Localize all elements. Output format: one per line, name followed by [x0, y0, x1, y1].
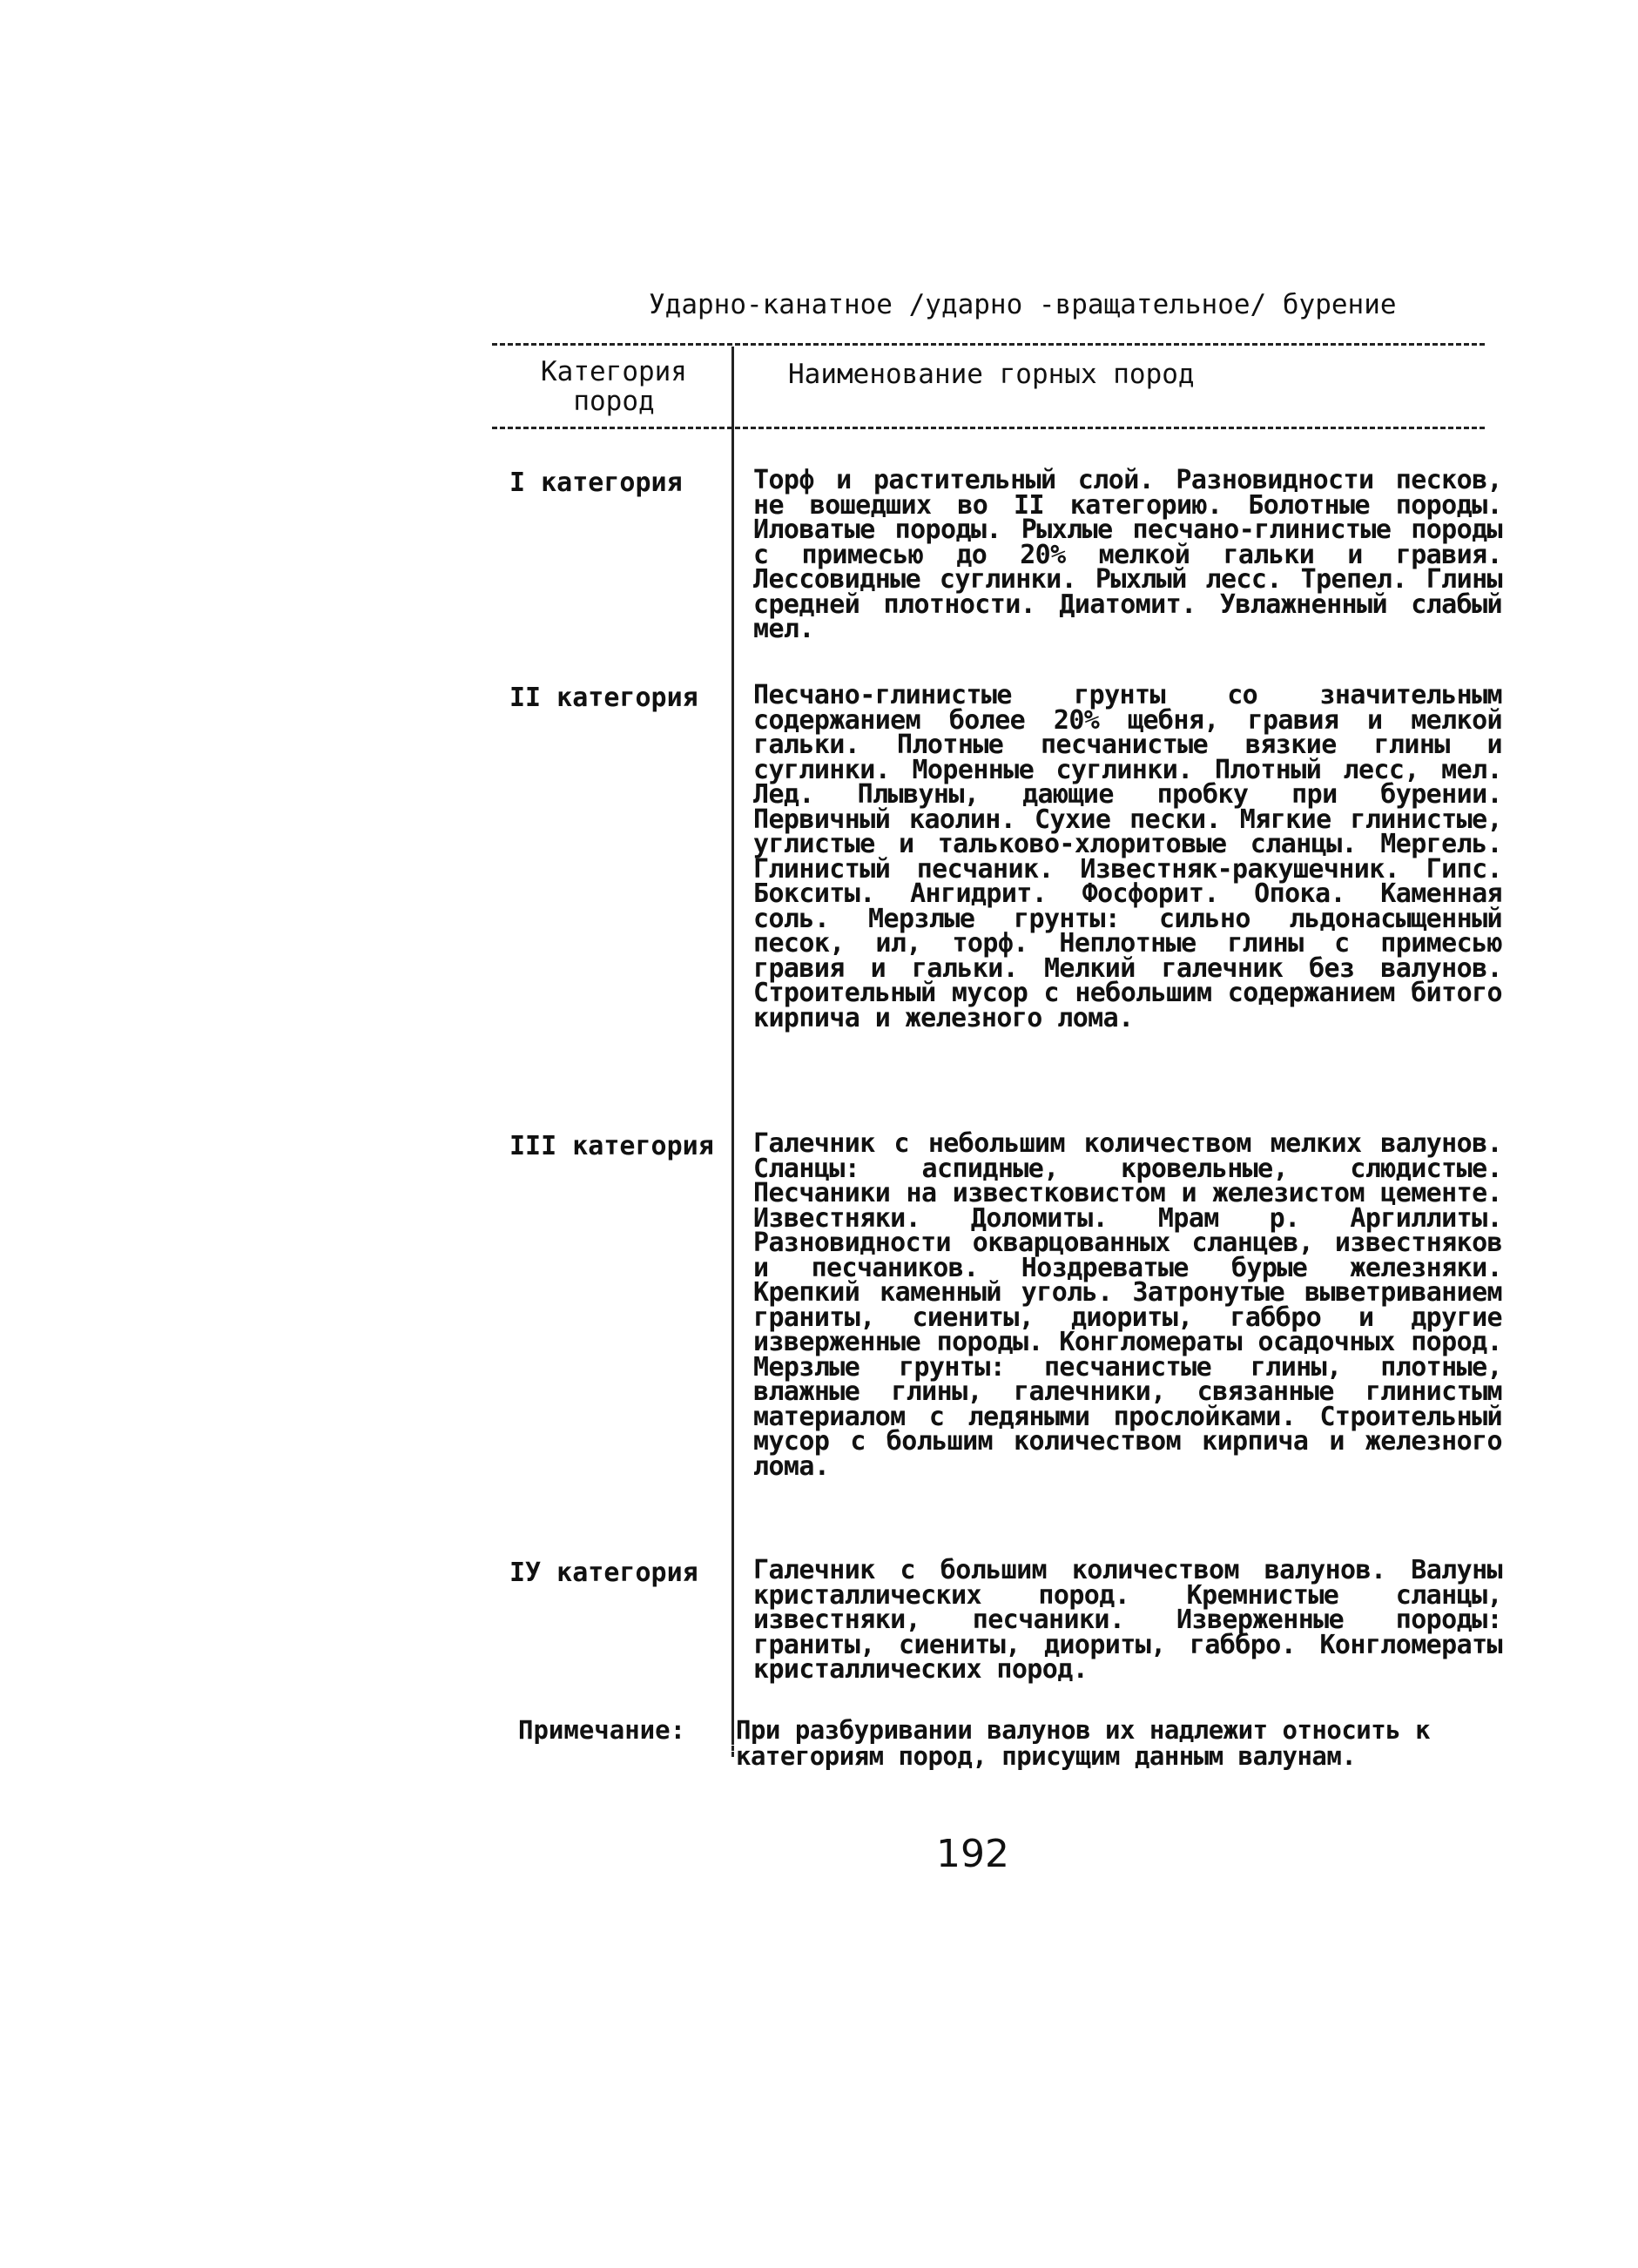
table-header-category: [505, 357, 723, 416]
row-description: Песчано-глинистые грунты со значительным содержанием более 20% щебня, гравия и мелкой гальки. Плотные песчанистые вязкие глины и суглинки. Моренные суглинки. Плотный лесс, мел. Лед. Плывуны, дающие пробку при бурении. Первичный каолин. Сухие пески. Мягкие глинистые, углистые и тальково-хлоритовые сланцы. Мергель. Глинистый песчаник. Известняк-ракушечник. Гипс. Бокситы. Ангидрит. Фосфорит. Опока. Каменная соль. Мерзлые грунты: сильно льдонасыщенный песок, ил, торф. Неплотные глины с примесью гравия и гальки. Мелкий галечник без валунов. Строительный мусор с небольшим содержанием битого кирпича и железного лома.: [753, 680, 1502, 1033]
table-row: [492, 680, 1528, 1093]
row-description: Галечник с большим количеством валунов. Валуны кристаллических пород. Кремнистые сланцы, известняки, песчаники. Изверженные породы: граниты, сиениты, диориты, габбро. Конгломераты кристаллических пород.: [753, 1555, 1502, 1685]
table-row: [492, 1555, 1528, 1706]
row-category: II категория: [509, 683, 698, 713]
table-header-category-line-1: Категория: [541, 356, 687, 387]
page-number: 192: [936, 1832, 1009, 1876]
footnote-label: Примечание:: [518, 1715, 686, 1745]
row-description: Торф и растительный слой. Разновидности песков, не вошедших во II категорию. Болотные породы. Иловатые породы. Рыхлые песчано-глинистые породы с примесью до 20% мелкой гальки и гравия. Лессовидные суглинки. Рыхлый лесс. Трепел. Глины средней плотности. Диатомит. Увлажненный слабый мел.: [753, 465, 1502, 644]
table-top-divider: [492, 343, 1485, 346]
table-header-name: Наименование горных пород: [788, 359, 1195, 390]
row-category: IУ категория: [509, 1558, 698, 1588]
footnote-text: При разбуривании валунов их надлежит относить к категориям пород, присущим данным валунам.: [736, 1715, 1431, 1771]
table-row: [492, 1128, 1528, 1541]
table-column-divider-end: [731, 1740, 734, 1757]
table-header-divider: [492, 427, 1485, 429]
row-description: Галечник с небольшим количеством мелких валунов. Сланцы: аспидные, кровельные, слюдистые. Песчаники на известковистом и железистом цементе. Известняки. Доломиты. Мрам р. Аргиллиты. Разновидности окварцованных сланцев, известняков и песчаников. Ноздреватые бурые железняки. Крепкий каменный уголь. Затронутые выветриванием граниты, сиениты, диориты, габбро и другие изверженные породы. Конгломераты осадочных пород. Мерзлые грунты: песчанистые глины, плотные, влажные глины, галечники, связанные глинистым материалом с ледяными прослойками. Строительный мусор с большим количеством кирпича и железного лома.: [753, 1128, 1502, 1482]
table-header-category-line-2: пород: [573, 386, 655, 417]
page-title: Ударно-канатное /ударно -вращательное/ бурение: [649, 289, 1397, 320]
row-category: I категория: [509, 468, 683, 498]
table-row: [492, 465, 1528, 686]
row-category: III категория: [509, 1131, 714, 1161]
